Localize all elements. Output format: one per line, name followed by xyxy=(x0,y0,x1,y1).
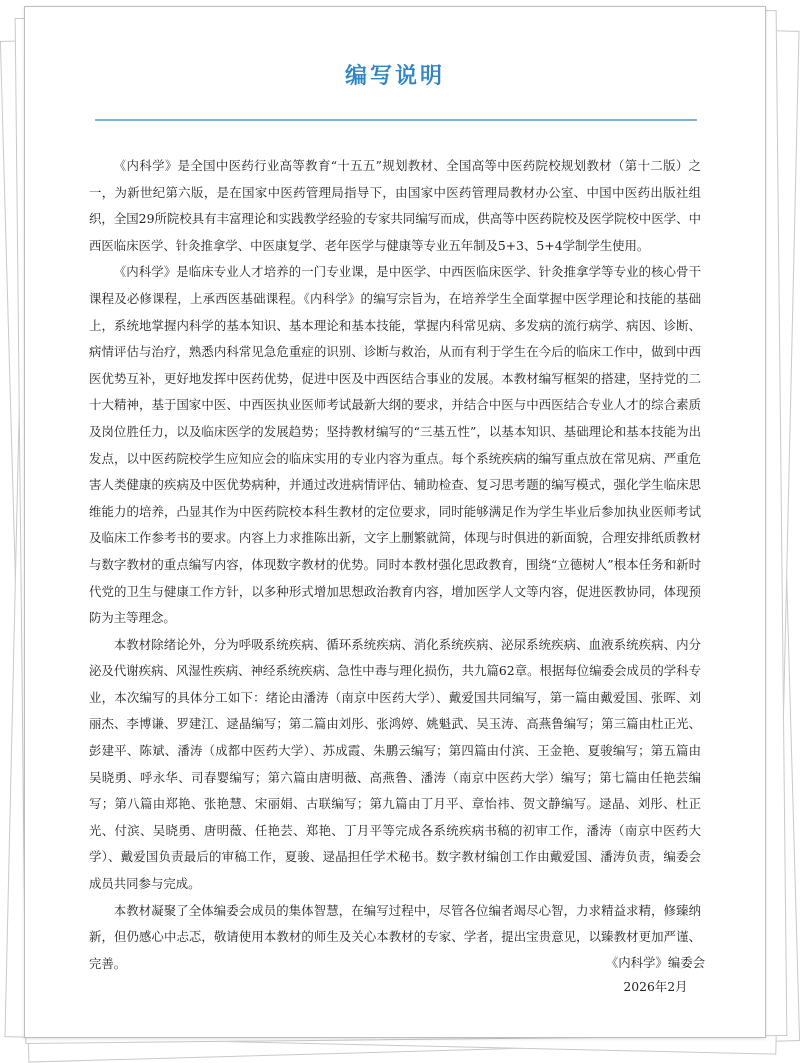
document-page xyxy=(24,6,766,1038)
signature-committee: 《内科学》编委会 xyxy=(605,955,705,970)
paragraph-division-of-work: 本教材除绪论外，分为呼吸系统疾病、循环系统疾病、消化系统疾病、泌尿系统疾病、血液系统疾病、内分泌及代谢疾病、风湿性疾病、神经系统疾病、急性中毒与理化损伤，共九篇62章。根据每位编委会成员的学科专业，本次编写的具体分工如下：绪论由潘涛（南京中医药大学）、戴爱国共同编写，第一篇由戴爱国、张晖、刘丽杰、李博谦、罗建江、逯晶编写；第二篇由刘彤、张鸿婷、姚魁武、吴玉涛、高燕鲁编写；第三篇由杜正光、彭建平、陈斌、潘涛（成都中医药大学）、苏成霞、朱鹏云编写；第四篇由付滨、王金艳、夏骏编写；第五篇由吴晓勇、呼永华、司春婴编写；第六篇由唐明薇、高燕鲁、潘涛（南京中医药大学）编写；第七篇由任艳芸编写；第八篇由郑艳、张艳慧、宋丽娟、古联编写；第九篇由丁月平、章怡祎、贺文静编写。逯晶、刘彤、杜正光、付滨、吴晓勇、唐明薇、任艳芸、郑艳、丁月平等完成各系统疾病书稿的初审工作，潘涛（南京中医药大学）、戴爱国负责最后的审稿工作，夏骏、逯晶担任学术秘书。数字教材编创工作由戴爱国、潘涛负责，编委会成员共同参与完成。 xyxy=(89,636,701,892)
signature-date: 2026年2月 xyxy=(623,979,688,994)
title-divider xyxy=(95,119,697,121)
paragraph-purpose: 《内科学》是临床专业人才培养的一门专业课，是中医学、中西医临床医学、针灸推拿学等专业的核心骨干课程及必修课程，上承西医基础课程。《内科学》的编写宗旨为，在培养学生全面掌握中医学理论和技能的基础上，系统地掌握内科学的基本知识、基本理论和基本技能，掌握内科常见病、多发病的流行病学、病因、诊断、病情评估与治疗，熟悉内科常见急危重症的识别、诊断与救治，从而有利于学生在今后的临床工作中，做到中西医优势互补，更好地发挥中医药优势，促进中医及中西医结合事业的发展。本教材编写框架的搭建，坚持党的二十大精神，基于国家中医、中西医执业医师考试最新大纲的要求，并结合中医与中西医结合专业人才的综合素质及岗位胜任力，以及临床医学的发展趋势；坚持教材编写的“三基五性”，以基本知识、基础理论和基本技能为出发点，以中医药院校学生应知应会的临床实用的专业内容为重点。每个系统疾病的编写重点放在常见病、严重危害人类健康的疾病及中医优势病种，并通过改进病情评估、辅助检查、复习思考题的编写模式，强化学生临床思维能力的培养，凸显其作为中医药院校本科生教材的定位要求，同时能够满足作为学生毕业后参加执业医师考试及临床工作参考书的要求。内容上力求推陈出新，文字上删繁就简，体现与时俱进的新面貌，合理安排纸质教材与数字教材的重点编写内容，体现数字教材的优势。同时本教材强化思政教育，围绕“立德树人”根本任务和新时代党的卫生与健康工作方针，以多种形式增加思想政治教育内容，增加医学人文等内容，促进医教协同，体现预防为主等理念。 xyxy=(89,264,701,626)
document-body xyxy=(89,153,701,977)
paragraph-closing: 本教材凝聚了全体编委会成员的集体智慧，在编写过程中，尽管各位编者竭尽心智，力求精益求精，修臻纳新，但仍感心中忐忑，敬请使用本教材的师生及关心本教材的专家、学者，提出宝贵意见，以臻教材更加严谨、完善。 xyxy=(89,902,701,971)
paragraph-intro: 《内科学》是全国中医药行业高等教育“十五五”规划教材、全国高等中医药院校规划教材（第十二版）之一，为新世纪第六版，是在国家中医药管理局指导下，由国家中医药管理局教材办公室、中国中医药出版社组织，全国29所院校具有丰富理论和实践教学经验的专家共同编写而成，供高等中医药院校及医学院校中医学、中西医临床医学、针灸推拿学、中医康复学、老年医学与健康等专业五年制及5+3、5+4学制学生使用。 xyxy=(89,158,701,253)
signature-block xyxy=(606,951,705,999)
page-title: 编写说明 xyxy=(344,64,445,89)
